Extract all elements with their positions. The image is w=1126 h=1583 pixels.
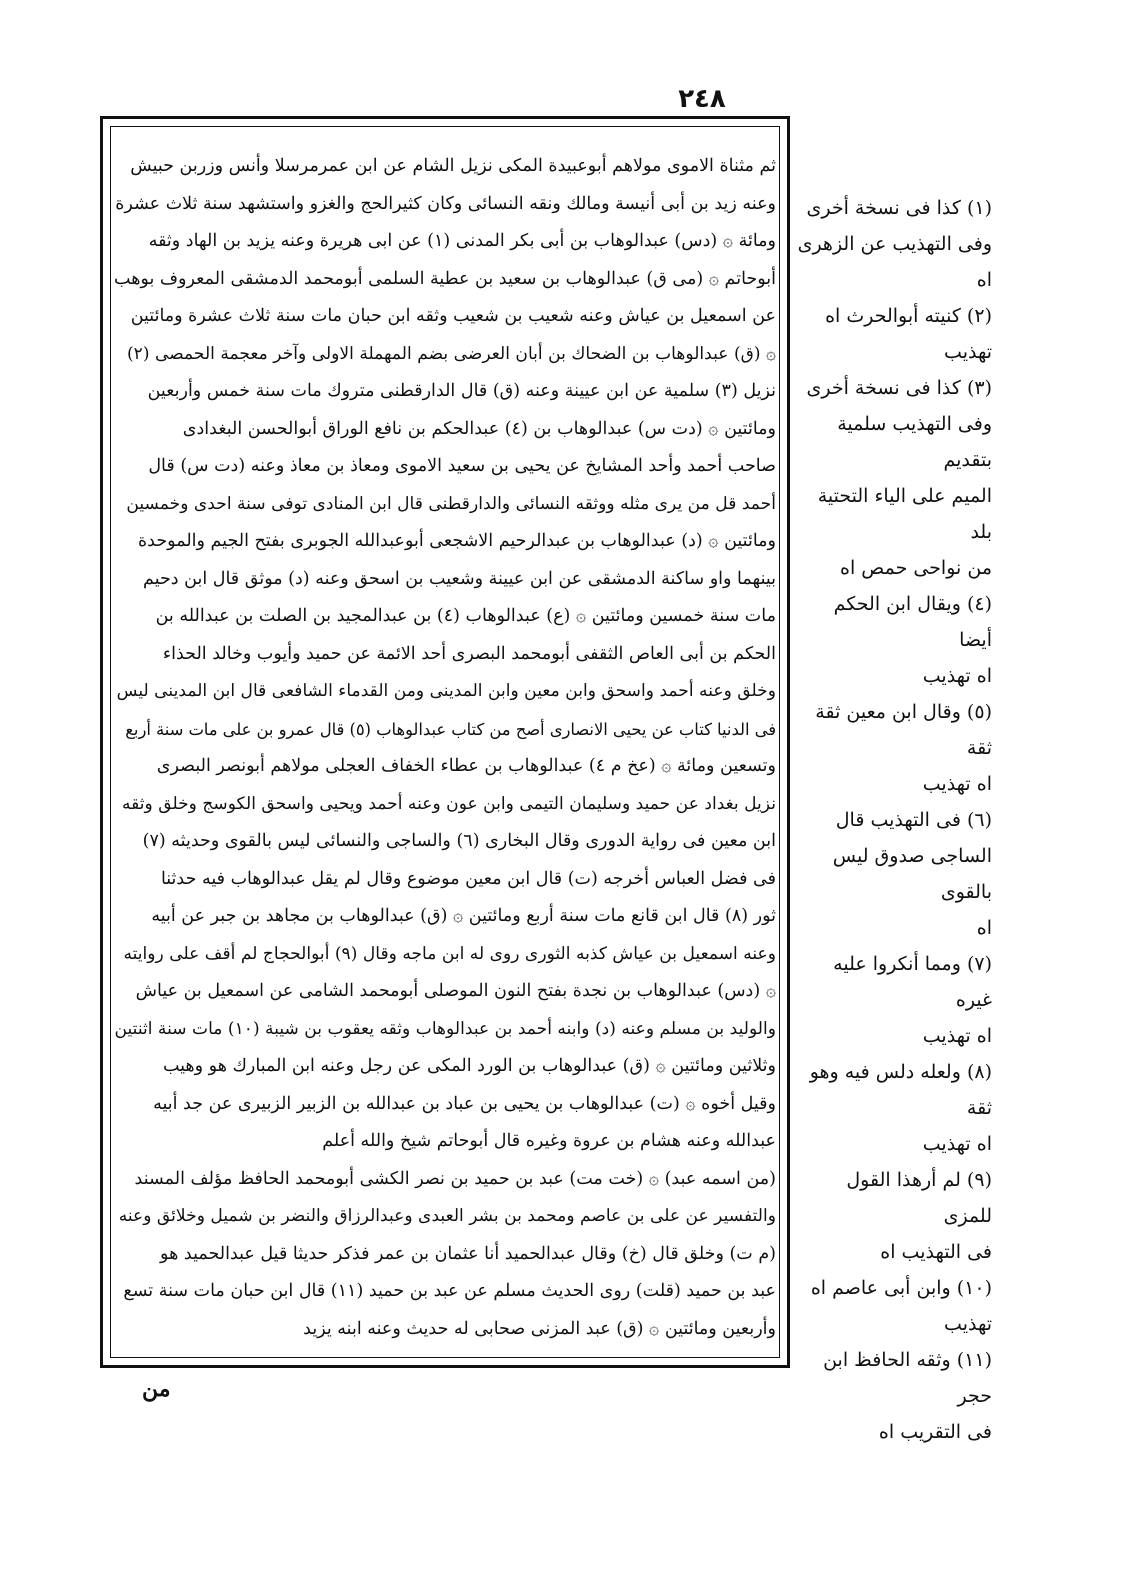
text-line: ابن معين فى رواية الدورى وقال البخارى (٦) والساجى والنسائى ليس بالقوى وحديثه (٧)	[142, 831, 776, 851]
margin-note-line: اه	[976, 269, 992, 291]
margin-note-line: تهذيب	[944, 341, 992, 363]
margin-note-line: اه تهذيب	[922, 1133, 992, 1155]
text-line: ثم مثناة الاموى مولاهم أبوعبيدة المكى نزيل الشام عن ابن عمرمرسلا وأنس وزربن حبيش	[130, 156, 776, 176]
text-line: الحكم بن أبى العاص الثقفى أبومحمد البصرى أحد الائمة عن حميد وأيوب وخالد الحذاء	[162, 643, 776, 664]
margin-note-line: (٢) كنيته أبوالحرث اه	[825, 305, 992, 327]
biography-entries	[114, 148, 776, 1161]
margin-note-line: (١) كذا فى نسخة أخرى	[806, 197, 992, 219]
section-text-line: والتفسير عن على بن عاصم ومحمد بن بشر العبدى وعبدالرزاق والنضر بن شميل وخلائق وعنه	[118, 1206, 776, 1226]
text-line: ومائتين ۞ (د) عبدالوهاب بن عبدالرحيم الاشجعى أبوعبدالله الجوبرى بفتح الجيم والموحدة	[137, 531, 776, 551]
margin-note-line: اه تهذيب	[922, 773, 992, 795]
margin-note-line: اه تهذيب	[922, 665, 992, 687]
margin-note-line: (٤) ويقال ابن الحكم أيضا	[833, 593, 992, 651]
margin-note-line: فى التهذيب اه	[880, 1241, 992, 1263]
margin-note-line: (٣) كذا فى نسخة أخرى	[806, 377, 992, 399]
margin-footnotes	[796, 190, 992, 1450]
text-line: فى فضل العباس أخرجه (ت) قال ابن معين موضوع وقال لم يقل عبدالوهاب فيه حدثنا	[160, 868, 776, 889]
margin-note-line: (٩) لم أرهذا القول للمزى	[846, 1169, 992, 1227]
margin-note-line: (٦) فى التهذيب قال	[835, 809, 992, 831]
text-line: نزيل بغداد عن حميد وسليمان التيمى وابن عون وعنه أحمد ويحيى واسحق الكوسج وخلق وثقه	[121, 793, 776, 814]
section-entries	[114, 1161, 776, 1349]
text-line: وقيل أخوه ۞ (ت) عبدالوهاب بن يحيى بن عباد بن عبدالله بن الزبير الزبيرى عن جد أبيه	[153, 1093, 776, 1114]
text-line: ثور (٨) قال ابن قانع مات سنة أربع ومائتين ۞ (ق) عبدالوهاب بن مجاهد بن جبر عن أبيه	[151, 906, 776, 926]
text-line: أبوحاتم ۞ (مى ق) عبدالوهاب بن سعيد بن عطية السلمى أبومحمد الدمشقى المعروف بوهب	[114, 268, 776, 289]
section-text-line: وأربعين ومائتين ۞ (ق) عبد المزنى صحابى له حديث وعنه ابنه يزيد	[303, 1318, 776, 1339]
text-line: وعنه اسمعيل بن عياش كذبه الثورى روى له ابن ماجه وقال (٩) أبوالحجاج لم أقف على روايته	[123, 943, 776, 964]
margin-note-line: اه	[976, 917, 992, 939]
text-line: وتسعين ومائة ۞ (عخ م ٤) عبدالوهاب بن عطاء الخفاف العجلى مولاهم أبونصر البصرى	[156, 756, 776, 776]
margin-note-line: (٥) وقال ابن معين ثقة ثقة	[815, 701, 992, 759]
margin-note-line: فى التقريب اه	[878, 1421, 992, 1443]
text-line: عن اسمعيل بن عياش وعنه شعيب بن شعيب وثقه ابن حبان مات سنة ثلاث عشرة ومائتين	[130, 306, 776, 326]
margin-note-line: الساجى صدوق ليس بالقوى	[832, 845, 992, 903]
section-text-line: (من اسمه عبد) ۞ (خت مت) عبد بن حميد بن نصر الكشى أبومحمد الحافظ مؤلف المسند	[134, 1168, 776, 1189]
text-line: وعنه زيد بن أبى أنيسة ومالك ونقه النسائى وكان كثيرالحج والغزو واستشهد سنة ثلاث عشرة	[115, 193, 776, 214]
text-line: ومائتين ۞ (دت س) عبدالوهاب بن (٤) عبدالحكم بن نافع الوراق أبوالحسن البغدادى	[182, 418, 776, 439]
margin-note-line: وفى التهذيب سلمية بتقديم	[837, 413, 992, 471]
text-line: عبدالله وعنه هشام بن عروة وغيره قال أبوحاتم شيخ والله أعلم	[322, 1131, 776, 1151]
text-line: ۞ (ق) عبدالوهاب بن الضحاك بن أبان العرضى بضم المهملة الاولى وآخر معجمة الحمصى (٢)	[127, 343, 776, 364]
margin-note-line: وفى التهذيب عن الزهرى	[797, 233, 992, 255]
text-line: فى الدنيا كتاب عن يحيى الانصارى أصح من كتاب عبدالوهاب (٥) قال عمرو بن على مات سنة أربع	[125, 719, 776, 739]
main-text-block	[114, 148, 776, 1348]
margin-note-line: من نواحى حمص اه	[840, 557, 992, 579]
section-text-line: عبد بن حميد (قلت) روى الحديث مسلم عن عبد بن حميد (١١) قال ابن حبان مات سنة تسع	[123, 1281, 776, 1301]
text-line: ۞ (دس) عبدالوهاب بن نجدة بفتح النون الموصلى أبومحمد الشامى عن اسمعيل بن عياش	[135, 981, 776, 1001]
text-line: ومائة ۞ (دس) عبدالوهاب بن أبى بكر المدنى (١) عن ابى هريرة وعنه يزيد بن الهاد وثقه	[148, 231, 776, 251]
text-line: وخلق وعنه أحمد واسحق وابن معين وابن المدينى ومن القدماء الشافعى قال ابن المدينى ليس	[116, 681, 776, 701]
text-line: والوليد بن مسلم وعنه (د) وابنه أحمد بن عبدالوهاب وثقه يعقوب بن شيبة (١٠) مات سنة اثنتين	[114, 1018, 776, 1039]
text-line: نزيل (٣) سلمية عن ابن عيينة وعنه (ق) قال الدارقطنى متروك مات سنة خمس وأربعين	[147, 381, 776, 401]
page-number: ٢٤٨	[678, 84, 726, 114]
margin-note-line: تهذيب	[944, 1313, 992, 1335]
text-line: وثلاثين ومائتين ۞ (ق) عبدالوهاب بن الورد المكى عن رجل وعنه ابن المبارك هو وهيب	[162, 1056, 776, 1076]
margin-note-line: (٨) ولعله دلس فيه وهو ثقة	[809, 1061, 992, 1119]
text-line: أحمد قل من يرى مثله ووثقه النسائى والدارقطنى قال ابن المنادى توفى سنة احدى وخمسين	[126, 493, 776, 514]
catchword: من	[142, 1376, 171, 1402]
text-line: صاحب أحمد وأحد المشايخ عن يحيى بن سعيد الاموى ومعاذ بن معاذ وعنه (دت س) قال	[148, 456, 776, 476]
text-line: مات سنة خمسين ومائتين ۞ (ع) عبدالوهاب (٤) بن عبدالمجيد بن الصلت بن عبدالله بن	[155, 606, 776, 626]
section-text-line: (م ت) وخلق قال (خ) وقال عبدالحميد أنا عثمان بن عمر فذكر حديثا قيل عبدالحميد هو	[160, 1243, 776, 1264]
margin-note-line: اه تهذيب	[922, 1025, 992, 1047]
margin-note-line: (١١) وثقه الحافظ ابن حجر	[823, 1349, 992, 1407]
margin-note-line: الميم على الياء التحتية بلد	[817, 485, 992, 543]
margin-note-line: (١٠) وابن أبى عاصم اه	[810, 1277, 992, 1299]
text-line: بينهما واو ساكنة الدمشقى عن ابن عيينة وشعيب بن اسحق وعنه (د) موثق قال ابن دحيم	[143, 568, 776, 589]
margin-note-line: (٧) ومما أنكروا عليه غيره	[833, 953, 992, 1011]
